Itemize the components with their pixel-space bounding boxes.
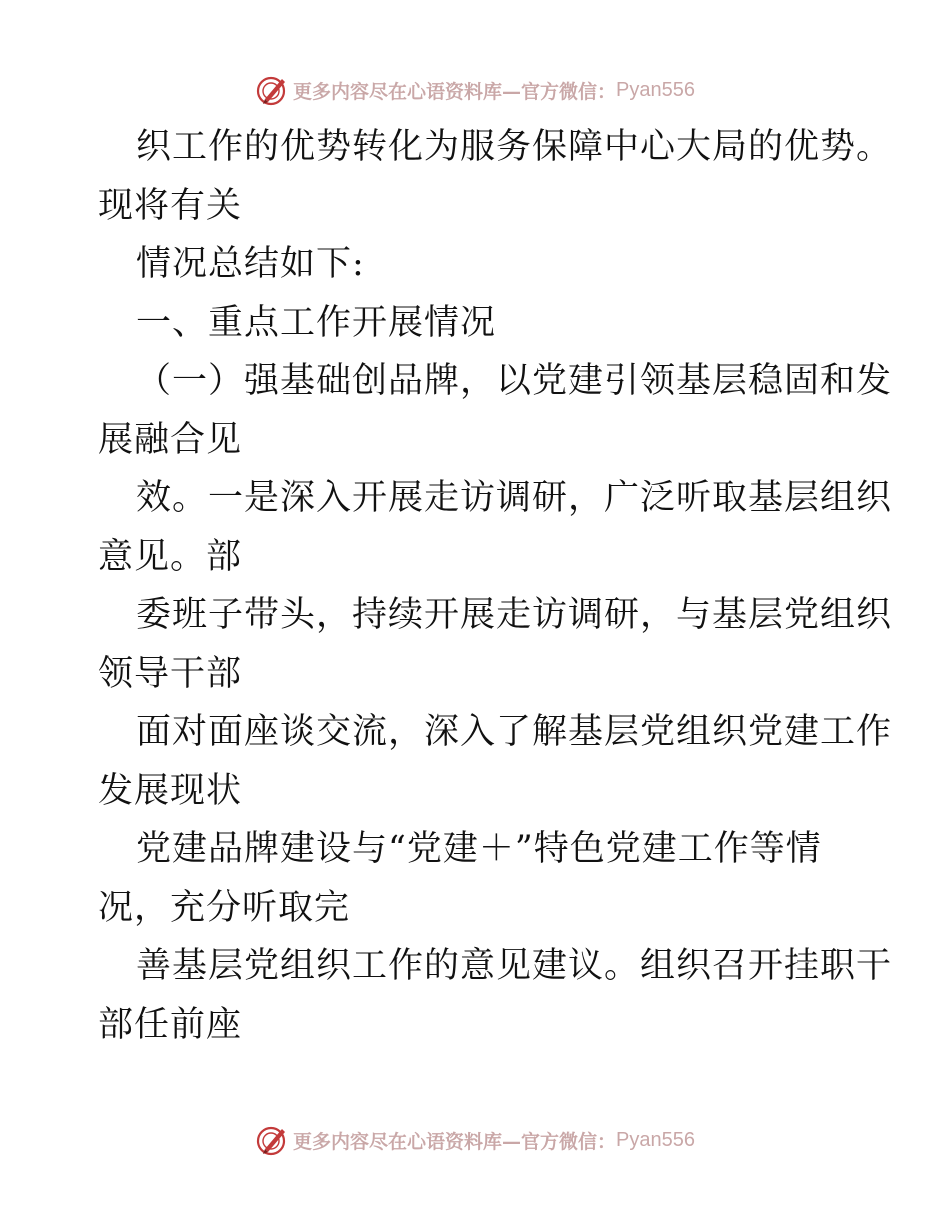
footer-banner-text: 更多内容尽在心语资料库—官方微信： xyxy=(293,1130,617,1153)
header-wechat-id: Pyan556 xyxy=(616,78,695,101)
body-line: 效。一是深入开展走访调研，广泛听取基层组织 xyxy=(136,478,893,518)
footer-banner xyxy=(0,1120,950,1160)
body-line: 面对面座谈交流，深入了解基层党组织党建工作 xyxy=(136,712,893,752)
section-heading: 一、重点工作开展情况 xyxy=(136,302,497,343)
document-body xyxy=(98,118,893,1054)
body-line: 发展现状 xyxy=(98,770,243,811)
body-line: 展融合见 xyxy=(98,419,243,460)
body-line: 织工作的优势转化为服务保障中心大局的优势。 xyxy=(136,127,893,167)
header-banner-text: 更多内容尽在心语资料库—官方微信： xyxy=(293,80,617,103)
footer-wechat-id: Pyan556 xyxy=(616,1128,695,1151)
subsection-heading: （一）强基础创品牌，以党建引领基层稳固和发 xyxy=(136,361,893,401)
body-line: 部任前座 xyxy=(98,1004,243,1045)
pen-logo-icon xyxy=(255,73,289,107)
header-banner xyxy=(0,70,950,110)
body-line: 领导干部 xyxy=(98,653,243,694)
body-line: 意见。部 xyxy=(98,536,243,577)
body-line: 现将有关 xyxy=(98,185,243,226)
body-line: 情况总结如下: xyxy=(136,244,365,284)
body-line: 委班子带头，持续开展走访调研，与基层党组织 xyxy=(136,595,893,635)
body-line: 党建品牌建设与“党建＋”特色党建工作等情 xyxy=(136,829,822,869)
body-line: 况，充分听取完 xyxy=(98,887,351,928)
body-line: 善基层党组织工作的意见建议。组织召开挂职干 xyxy=(136,946,893,986)
pen-logo-icon xyxy=(255,1123,289,1157)
